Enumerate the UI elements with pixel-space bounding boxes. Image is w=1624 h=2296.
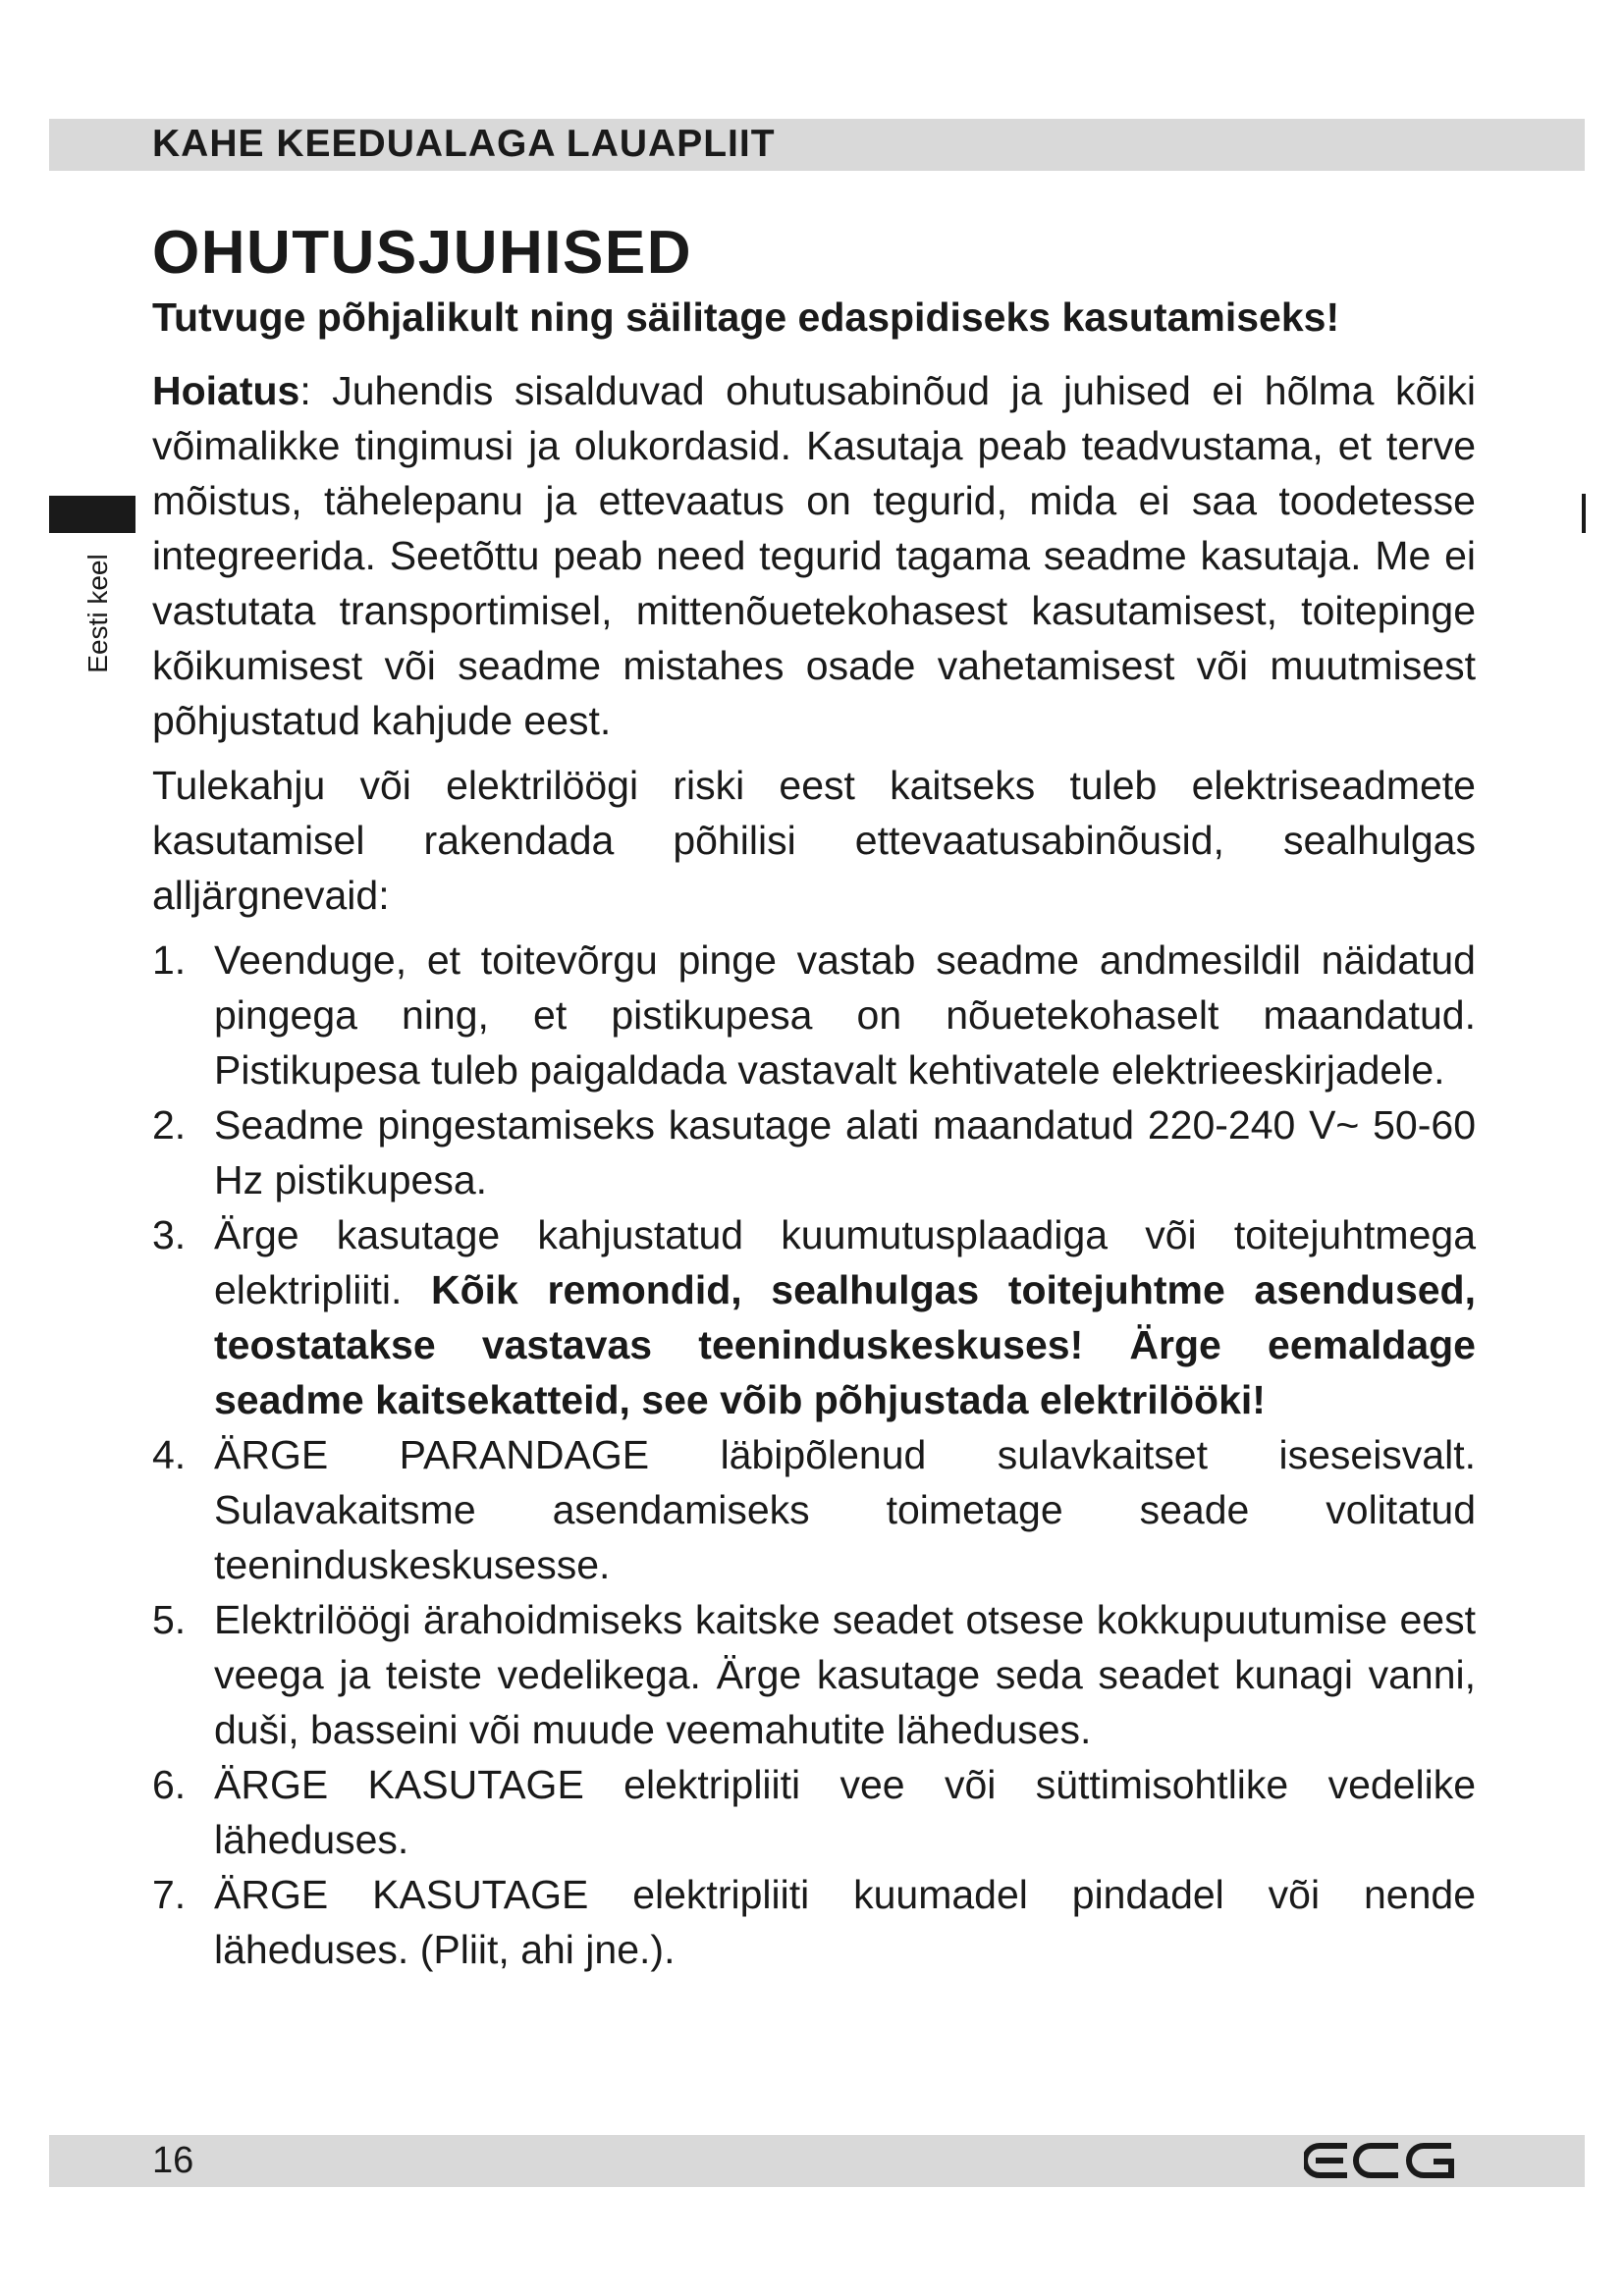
page-subtitle: Tutvuge põhjalikult ning säilitage edaspidiseks kasutamiseks! [152, 294, 1340, 340]
safety-list [152, 933, 1476, 1977]
language-tab-marker [49, 496, 135, 533]
list-item-text: Ärge kasutage kahjustatud kuumutusplaadiga või toitejuhtmega elektripliiti. [214, 1212, 1476, 1312]
header-title: KAHE KEEDUALAGA LAUAPLIIT [152, 123, 776, 165]
intro-paragraph: Tulekahju või elektrilöögi riski eest kaitseks tuleb elektriseadmete kasutamisel rakendada põhilisi ettevaatusabinõusid, sealhulgas alljärgnevaid: [152, 763, 1476, 918]
list-item [152, 1207, 1476, 1427]
list-item-number: 1. [152, 937, 187, 983]
list-item [152, 1757, 1476, 1867]
warning-label: Hoiatus [152, 368, 300, 413]
list-item [152, 1097, 1476, 1207]
page-title: OHUTUSJUHISED [152, 219, 693, 287]
list-item-number: 4. [152, 1432, 187, 1477]
list-item-text: ÄRGE KASUTAGE elektripliiti vee või süttimisohtlike vedelike läheduses. [214, 1762, 1476, 1862]
list-item [152, 1427, 1476, 1592]
list-item [152, 933, 1476, 1097]
list-item-number: 5. [152, 1597, 187, 1642]
margin-mark [1582, 494, 1586, 533]
ecg-logo [1304, 2141, 1461, 2180]
list-item-number: 2. [152, 1102, 187, 1148]
list-item-text: Seadme pingestamiseks kasutage alati maandatud 220-240 V~ 50-60 Hz pistikupesa. [214, 1102, 1476, 1202]
list-item-text: Elektrilöögi ärahoidmiseks kaitske seadet otsese kokkupuutumise eest veega ja teiste vedelikega. Ärge kasutage seda seadet kunagi vanni, duši, basseini või muude veemahutite läheduses. [214, 1597, 1476, 1752]
list-item-number: 6. [152, 1762, 187, 1807]
list-item-number: 3. [152, 1212, 187, 1257]
list-item-number: 7. [152, 1872, 187, 1917]
list-item-text: ÄRGE KASUTAGE elektripliiti kuumadel pindadel või nende läheduses. (Pliit, ahi jne.). [214, 1872, 1476, 1972]
warning-paragraph [152, 363, 1476, 748]
list-item-text: ÄRGE PARANDAGE läbipõlenud sulavkaitset iseseisvalt. Sulavakaitsme asendamiseks toimetage seade volitatud teeninduskeskusesse. [214, 1432, 1476, 1587]
language-label: Eesti keel [82, 554, 113, 673]
main-content [152, 363, 1476, 1977]
list-item [152, 1592, 1476, 1757]
warning-text: : Juhendis sisalduvad ohutusabinõud ja juhised ei hõlma kõiki võimalikke tingimusi ja olukordasid. Kasutaja peab teadvustama, et terve mõistus, tähelepanu ja ettevaatus on tegurid, mida ei saa toodetesse integreerida. Seetõttu peab need tegurid tagama seadme kasutaja. Me ei vastutata transportimisel, mittenõuetekohasest kasutamisest, toitepinge kõikumisest või seadme mistahes osade vahetamisest või muutmisest põhjustatud kahjude eest. [152, 368, 1476, 743]
page-number: 16 [152, 2140, 194, 2181]
list-item-bold-text: Kõik remondid, sealhulgas toitejuhtme asendused, teostatakse vastavas teeninduskeskuses! Ärge eemaldage seadme kaitsekatteid, see võib põhjustada elektrilööki! [214, 1267, 1476, 1422]
list-item [152, 1867, 1476, 1977]
list-item-text: Veenduge, et toitevõrgu pinge vastab seadme andmesildil näidatud pingega ning, et pistikupesa on nõuetekohaselt maandatud. Pistikupesa tuleb paigaldada vastavalt kehtivatele elektrieeskirjadele. [214, 937, 1476, 1093]
